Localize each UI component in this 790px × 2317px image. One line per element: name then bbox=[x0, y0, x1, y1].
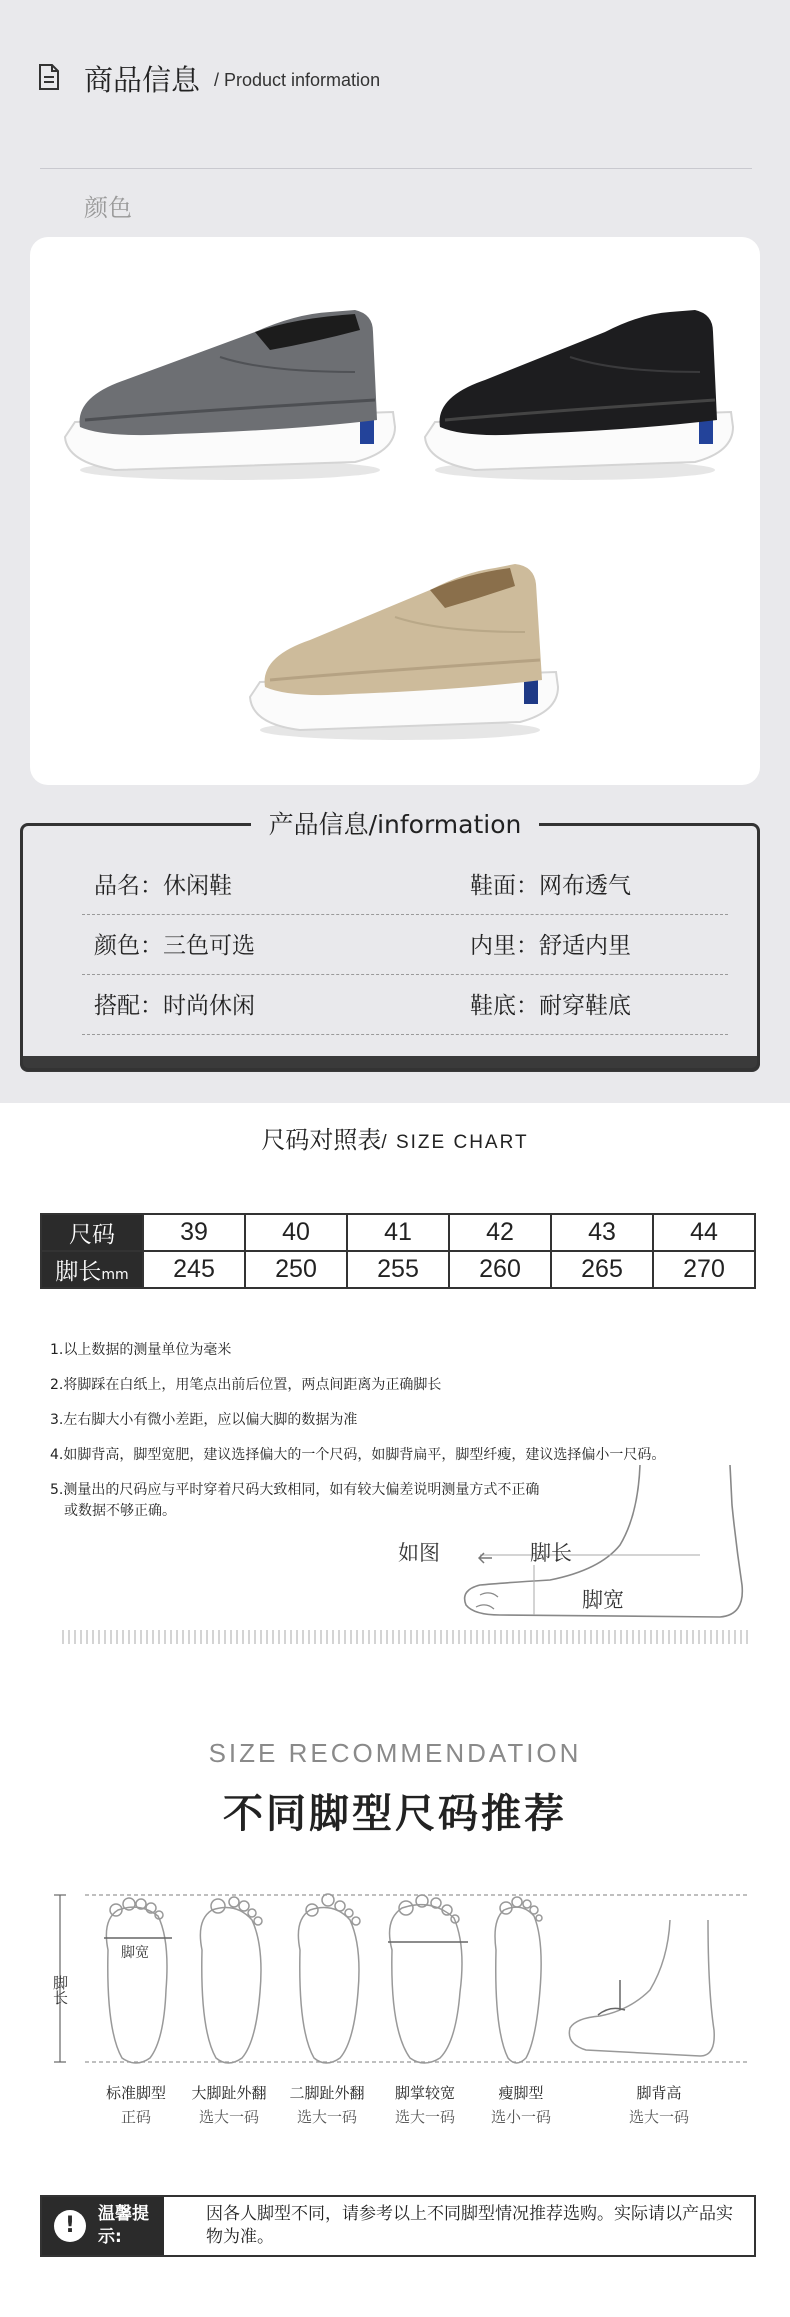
foot-type-advice: 选大一码 bbox=[296, 2108, 357, 2126]
note-item: 1.以上数据的测量单位为毫米 bbox=[50, 1342, 232, 1358]
length-cell: 245 bbox=[143, 1251, 245, 1288]
foot-type-name: 瘦脚型 bbox=[498, 2084, 544, 2102]
size-table bbox=[40, 1213, 756, 1289]
foot-example-label: 如图 bbox=[398, 1541, 440, 1565]
page-subtitle: / Product information bbox=[214, 70, 381, 90]
shoe-image-grey bbox=[55, 302, 415, 492]
note-item: 2.将脚踩在白纸上，用笔点出前后位置，两点间距离为正确脚长 bbox=[50, 1377, 442, 1393]
info-cell-right: 鞋底：耐穿鞋底 bbox=[470, 993, 631, 1019]
measuring-ruler bbox=[62, 1630, 750, 1644]
foot-type-name: 标准脚型 bbox=[105, 2084, 166, 2102]
page-title: 商品信息 bbox=[84, 63, 201, 97]
tip-label-panel bbox=[42, 2197, 164, 2255]
info-cell-left: 搭配：时尚休闲 bbox=[94, 993, 255, 1019]
foot-type-advice: 正码 bbox=[120, 2108, 151, 2126]
size-chart-title-en: / SIZE CHART bbox=[381, 1132, 529, 1153]
info-box-title: 产品信息/information bbox=[251, 805, 540, 841]
foot-length-label: 脚长 bbox=[530, 1541, 572, 1565]
note-item: 5.测量出的尺码应与平时穿着尺码大致相同，如有较大偏差说明测量方式不正确 bbox=[50, 1482, 540, 1498]
foot-type-name: 脚背高 bbox=[636, 2084, 682, 2102]
shoe-image-khaki bbox=[240, 552, 570, 752]
foot-type-advice: 选大一码 bbox=[198, 2108, 259, 2126]
info-cell-left: 品名：休闲鞋 bbox=[94, 873, 232, 899]
length-cell: 265 bbox=[551, 1251, 653, 1288]
note-item: 3.左右脚大小有微小差距，应以偏大脚的数据为准 bbox=[50, 1412, 358, 1428]
size-cell: 43 bbox=[551, 1214, 653, 1251]
size-chart-title bbox=[0, 1120, 790, 1155]
length-cell: 270 bbox=[653, 1251, 755, 1288]
foot-length-side-label: 脚长 bbox=[51, 1975, 69, 2005]
length-row-header: 脚长mm bbox=[41, 1251, 143, 1288]
foot-type-advice: 选小一码 bbox=[490, 2108, 551, 2126]
size-row bbox=[41, 1214, 755, 1251]
note-item: 或数据不够正确。 bbox=[64, 1503, 176, 1519]
info-cell-left: 颜色：三色可选 bbox=[94, 933, 255, 959]
info-cell-right: 内里：舒适内里 bbox=[470, 933, 631, 959]
document-icon bbox=[38, 64, 60, 90]
exclamation-icon: ! bbox=[54, 2210, 86, 2242]
foot-width-label: 脚宽 bbox=[582, 1588, 624, 1612]
size-cell: 42 bbox=[449, 1214, 551, 1251]
length-cell: 255 bbox=[347, 1251, 449, 1288]
size-cell: 39 bbox=[143, 1214, 245, 1251]
foot-types-illustration bbox=[40, 1880, 760, 2090]
size-cell: 41 bbox=[347, 1214, 449, 1251]
divider bbox=[40, 168, 752, 169]
arrow-left-icon bbox=[478, 1552, 492, 1564]
product-image-card bbox=[30, 237, 760, 785]
foot-type-name: 二脚趾外翻 bbox=[289, 2084, 365, 2102]
foot-width-side-label: 脚宽 bbox=[118, 1942, 152, 1962]
color-label: 颜色 bbox=[84, 194, 132, 222]
foot-type-advice: 选大一码 bbox=[394, 2108, 455, 2126]
foot-type-advice: 选大一码 bbox=[628, 2108, 689, 2126]
foot-type-name: 大脚趾外翻 bbox=[191, 2084, 267, 2102]
foot-type-name: 脚掌较宽 bbox=[394, 2084, 455, 2102]
length-row bbox=[41, 1251, 755, 1288]
tip-text: 因各人脚型不同，请参考以上不同脚型情况推荐选购。实际请以产品实物为准。 bbox=[206, 2204, 733, 2247]
size-cell: 40 bbox=[245, 1214, 347, 1251]
recommendation-title-en: SIZE RECOMMENDATION bbox=[208, 1738, 582, 1768]
size-cell: 44 bbox=[653, 1214, 755, 1251]
length-cell: 260 bbox=[449, 1251, 551, 1288]
info-row bbox=[82, 915, 728, 975]
tip-label: 温馨提示: bbox=[98, 2204, 149, 2247]
info-row bbox=[82, 975, 728, 1035]
info-cell-right: 鞋面：网布透气 bbox=[470, 873, 631, 899]
tip-box bbox=[40, 2195, 756, 2257]
product-info-section bbox=[0, 0, 790, 1103]
size-row-header: 尺码 bbox=[41, 1214, 143, 1251]
shoe-image-black bbox=[415, 302, 745, 492]
info-row bbox=[82, 855, 728, 915]
note-item: 4.如脚背高，脚型宽肥，建议选择偏大的一个尺码，如脚背扁平，脚型纤瘦，建议选择偏小一尺码。 bbox=[50, 1447, 666, 1463]
length-cell: 250 bbox=[245, 1251, 347, 1288]
recommendation-title-cn: 不同脚型尺码推荐 bbox=[223, 1791, 567, 1837]
size-chart-title-cn: 尺码对照表 bbox=[261, 1126, 382, 1154]
